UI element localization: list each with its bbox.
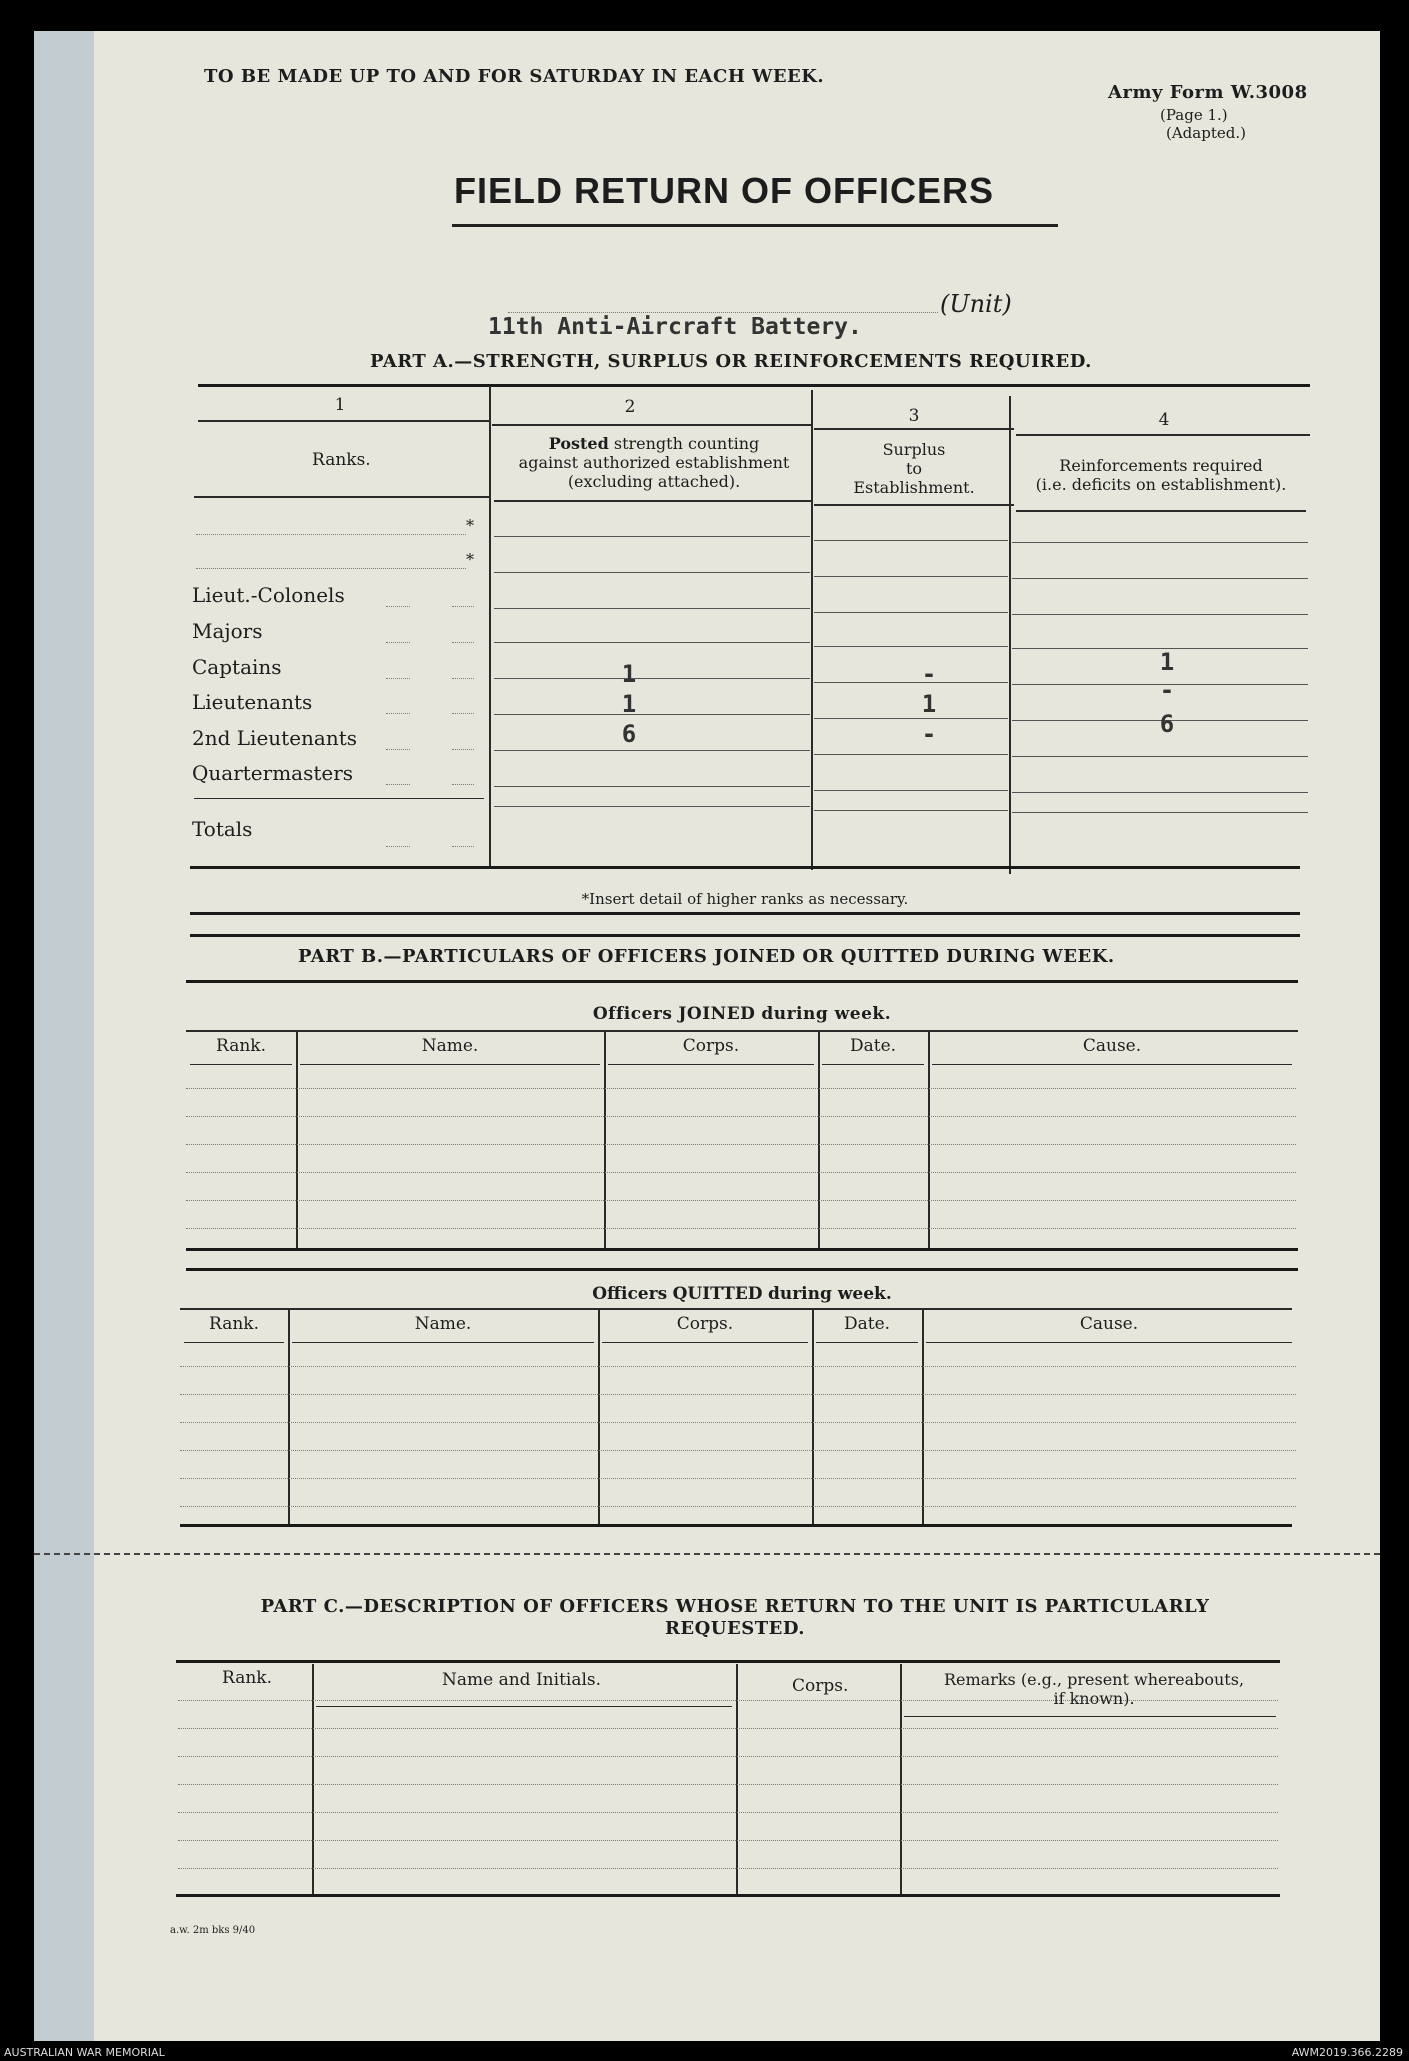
part-a-note: *Insert detail of higher ranks as necessary. xyxy=(581,890,909,908)
reinforcements-row-line xyxy=(1012,542,1308,543)
part-b-top-rule xyxy=(190,934,1300,937)
surplus-header-line1: Surplus xyxy=(882,440,946,459)
reinforcements-row-line xyxy=(1012,614,1308,615)
reinforcements-header xyxy=(1016,456,1306,494)
joined-bottom-rule xyxy=(186,1248,1298,1251)
leader-dots xyxy=(386,678,410,679)
posted-header-bold: Posted xyxy=(548,434,609,453)
part-c-name-header: Name and Initials. xyxy=(442,1670,602,1690)
part-c-name-rule xyxy=(316,1706,732,1707)
leader-dots xyxy=(386,642,410,643)
leader-dots xyxy=(452,678,474,679)
part-c-title-line1: PART C.—DESCRIPTION OF OFFICERS WHOSE RETURN TO THE UNIT IS PARTICULARLY xyxy=(260,1596,1210,1617)
rank-2nd-lieutenants: 2nd Lieutenants xyxy=(192,726,358,750)
joined-title-post: during week. xyxy=(761,1004,892,1024)
ranks-header: Ranks. xyxy=(312,450,371,470)
quitted-col-header-4: Cause. xyxy=(1079,1314,1139,1334)
joined-divider xyxy=(928,1032,930,1248)
posted-row-line xyxy=(494,536,810,537)
surplus-row-line xyxy=(814,612,1008,613)
posted-row-line xyxy=(494,608,810,609)
rank-lieut-colonels: Lieut.-Colonels xyxy=(192,583,345,607)
quitted-title-pre: Officers xyxy=(592,1284,668,1304)
joined-entry-line xyxy=(186,1116,1296,1117)
quitted-entry-line xyxy=(180,1506,1296,1507)
reinforcements-header-rule xyxy=(1016,510,1306,512)
part-c-corps-header: Corps. xyxy=(792,1676,849,1696)
surplus-header-line2: to xyxy=(905,459,923,478)
posted-header-line3: (excluding attached). xyxy=(567,472,741,491)
joined-title-pre: Officers xyxy=(592,1004,673,1024)
col4-number-rule xyxy=(1016,434,1310,436)
quitted-divider xyxy=(288,1310,290,1524)
col1-number-rule xyxy=(198,420,490,422)
quitted-entry-line xyxy=(180,1450,1296,1451)
posted-header-rest: strength counting xyxy=(613,434,760,453)
part-c-remarks-rule xyxy=(904,1716,1276,1717)
leader-dots xyxy=(452,606,474,607)
quitted-bottom-rule xyxy=(180,1524,1292,1527)
totals-label: Totals xyxy=(192,817,253,841)
posted-2nd-lieutenants: 6 xyxy=(621,720,637,748)
quitted-col-header-0: Rank. xyxy=(209,1314,259,1334)
part-a-divider-3 xyxy=(1009,396,1011,874)
leader-dots xyxy=(386,606,410,607)
part-c-divider xyxy=(736,1664,738,1894)
joined-divider xyxy=(296,1032,298,1248)
part-c-rank-header: Rank. xyxy=(222,1668,272,1688)
posted-row-line xyxy=(494,806,810,807)
leader-dots xyxy=(386,784,410,785)
reinforcements-lieutenants: - xyxy=(1159,676,1175,704)
posted-row-line xyxy=(494,750,810,751)
higher-rank-dots-1 xyxy=(196,534,466,535)
rank-lieutenants: Lieutenants xyxy=(192,690,313,714)
ranks-header-rule xyxy=(194,496,490,498)
reinforcements-2nd-lieutenants: 6 xyxy=(1159,710,1175,738)
unit-label: (Unit) xyxy=(940,290,1012,318)
unit-value: 11th Anti-Aircraft Battery. xyxy=(488,314,862,340)
joined-entry-line xyxy=(186,1144,1296,1145)
print-code: a.w. 2m bks 9/40 xyxy=(170,1925,256,1936)
part-a-divider-1 xyxy=(489,386,491,868)
quitted-divider xyxy=(598,1310,600,1524)
quitted-col-header-2: Corps. xyxy=(676,1314,734,1334)
quitted-col-header-rule xyxy=(292,1342,594,1343)
part-a-top-rule xyxy=(198,384,1310,387)
part-a-note-rule xyxy=(190,912,1300,915)
surplus-row-line xyxy=(814,790,1008,791)
part-a-divider-2 xyxy=(811,390,813,870)
part-c-remarks-header xyxy=(904,1670,1284,1708)
surplus-row-line xyxy=(814,646,1008,647)
part-c-entry-line xyxy=(178,1868,1278,1869)
reinforcements-header-line1: Reinforcements required xyxy=(1059,456,1263,475)
reinforcements-row-line xyxy=(1012,792,1308,793)
quitted-entry-line xyxy=(180,1422,1296,1423)
joined-col-header-4: Cause. xyxy=(1082,1036,1142,1056)
reinforcements-row-line xyxy=(1012,578,1308,579)
posted-row-line xyxy=(494,786,810,787)
quitted-top-rule xyxy=(180,1308,1292,1310)
rank-captains: Captains xyxy=(192,655,282,679)
instruction-text: TO BE MADE UP TO AND FOR SATURDAY IN EACH WEEK. xyxy=(204,66,825,87)
page-title: FIELD RETURN OF OFFICERS xyxy=(454,170,994,211)
joined-col-header-rule xyxy=(300,1064,600,1065)
surplus-row-line xyxy=(814,576,1008,577)
leader-dots xyxy=(386,846,410,847)
quitted-col-header-rule xyxy=(816,1342,918,1343)
joined-col-header-2: Corps. xyxy=(682,1036,740,1056)
quitted-title-post: during week. xyxy=(767,1284,892,1304)
surplus-header-line3: Establishment. xyxy=(853,478,975,497)
col-number-1: 1 xyxy=(334,395,346,415)
posted-header-line2: against authorized establishment xyxy=(518,453,790,472)
quitted-top-outer-rule xyxy=(186,1268,1298,1271)
part-c-title-line2: REQUESTED. xyxy=(664,1618,806,1639)
joined-entry-line xyxy=(186,1088,1296,1089)
joined-entry-line xyxy=(186,1228,1296,1229)
reinforcements-captains: 1 xyxy=(1159,648,1175,676)
surplus-2nd-lieutenants: - xyxy=(921,720,937,748)
quitted-entry-line xyxy=(180,1366,1296,1367)
rank-majors: Majors xyxy=(192,619,263,643)
joined-title-bold: JOINED xyxy=(678,1004,756,1024)
footer-left: AUSTRALIAN WAR MEMORIAL xyxy=(4,2046,165,2059)
quitted-title xyxy=(186,1284,1298,1304)
leader-dots xyxy=(452,846,474,847)
part-b-title: PART B.—PARTICULARS OF OFFICERS JOINED OR QUITTED DURING WEEK. xyxy=(298,946,1115,967)
asterisk-1: * xyxy=(466,516,474,535)
posted-row-line xyxy=(494,642,810,643)
part-b-title-rule xyxy=(186,980,1298,983)
surplus-header xyxy=(814,440,1014,497)
joined-col-header-rule xyxy=(822,1064,924,1065)
perforation-line xyxy=(34,1553,1380,1555)
leader-dots xyxy=(386,713,410,714)
surplus-row-line xyxy=(814,810,1008,811)
form-adapted: (Adapted.) xyxy=(1166,124,1246,142)
surplus-lieutenants: 1 xyxy=(921,690,937,718)
leader-dots xyxy=(452,749,474,750)
part-c-remarks-line1: Remarks (e.g., present whereabouts, xyxy=(943,1670,1245,1689)
joined-divider xyxy=(604,1032,606,1248)
quitted-col-header-rule xyxy=(602,1342,808,1343)
part-c-entry-line xyxy=(178,1728,1278,1729)
surplus-row-line xyxy=(814,540,1008,541)
part-a-bottom-rule xyxy=(190,866,1300,869)
part-c-title xyxy=(180,1596,1290,1640)
part-c-entry-line xyxy=(178,1756,1278,1757)
posted-captains: 1 xyxy=(621,660,637,688)
part-c-entry-line xyxy=(178,1812,1278,1813)
joined-col-header-1: Name. xyxy=(421,1036,479,1056)
leader-dots xyxy=(452,713,474,714)
reinforcements-row-line xyxy=(1012,756,1308,757)
joined-col-header-3: Date. xyxy=(849,1036,897,1056)
leader-dots xyxy=(386,749,410,750)
asterisk-2: * xyxy=(466,550,474,569)
leader-dots xyxy=(452,784,474,785)
col-number-3: 3 xyxy=(908,406,920,426)
quitted-entry-line xyxy=(180,1478,1296,1479)
joined-divider xyxy=(818,1032,820,1248)
surplus-captains: - xyxy=(921,660,937,688)
higher-rank-dots-2 xyxy=(196,568,466,569)
col-number-2: 2 xyxy=(624,397,636,417)
quitted-entry-line xyxy=(180,1394,1296,1395)
form-page: (Page 1.) xyxy=(1160,106,1228,124)
part-a-title: PART A.—STRENGTH, SURPLUS OR REINFORCEMENTS REQUIRED. xyxy=(370,351,1092,372)
col3-number-rule xyxy=(814,428,1014,430)
paper-edge-strip xyxy=(34,31,94,2041)
form-number: Army Form W.3008 xyxy=(1108,82,1308,103)
quitted-col-header-1: Name. xyxy=(414,1314,472,1334)
unit-dotted-line xyxy=(508,312,938,313)
joined-entry-line xyxy=(186,1172,1296,1173)
ranks-totals-rule xyxy=(194,798,484,799)
col2-number-rule xyxy=(492,424,812,426)
quitted-divider xyxy=(812,1310,814,1524)
part-c-bottom-rule xyxy=(176,1894,1280,1897)
surplus-row-line xyxy=(814,754,1008,755)
posted-lieutenants: 1 xyxy=(621,690,637,718)
surplus-header-rule xyxy=(814,504,1014,506)
part-c-divider xyxy=(312,1664,314,1894)
joined-col-header-rule xyxy=(190,1064,292,1065)
part-c-divider xyxy=(900,1664,902,1894)
part-c-top-rule xyxy=(176,1660,1280,1663)
reinforcements-header-line2: (i.e. deficits on establishment). xyxy=(1035,475,1287,494)
surplus-row-line xyxy=(814,718,1008,719)
posted-header-rule xyxy=(494,500,812,502)
joined-entry-line xyxy=(186,1200,1296,1201)
joined-col-header-rule xyxy=(608,1064,814,1065)
joined-col-header-rule xyxy=(932,1064,1292,1065)
title-underline xyxy=(452,224,1058,227)
posted-row-line xyxy=(494,572,810,573)
quitted-title-bold: QUITTED xyxy=(672,1284,763,1304)
leader-dots xyxy=(452,642,474,643)
posted-header xyxy=(494,434,814,491)
rank-quartermasters: Quartermasters xyxy=(192,761,354,785)
quitted-col-header-3: Date. xyxy=(843,1314,891,1334)
footer-right: AWM2019.366.2289 xyxy=(1291,2046,1403,2059)
reinforcements-row-line xyxy=(1012,812,1308,813)
quitted-divider xyxy=(922,1310,924,1524)
quitted-col-header-rule xyxy=(926,1342,1292,1343)
quitted-col-header-rule xyxy=(184,1342,284,1343)
part-c-entry-line xyxy=(178,1784,1278,1785)
part-c-entry-line xyxy=(178,1840,1278,1841)
part-c-remarks-line2: if known). xyxy=(1053,1689,1135,1708)
joined-col-header-0: Rank. xyxy=(216,1036,266,1056)
joined-title xyxy=(186,1004,1298,1024)
col-number-4: 4 xyxy=(1158,410,1170,430)
joined-top-rule xyxy=(186,1030,1298,1032)
